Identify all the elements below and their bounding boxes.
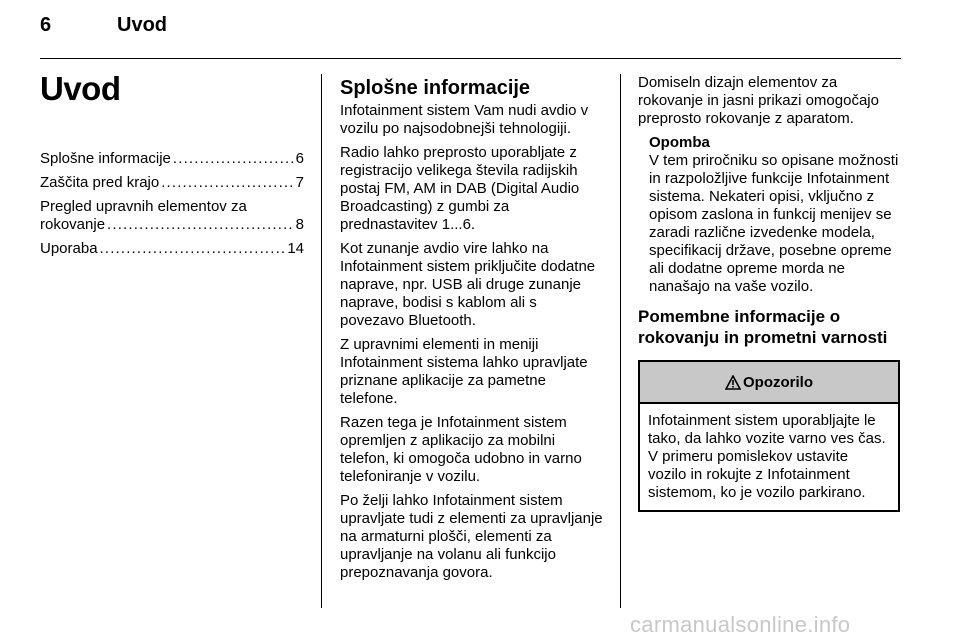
section-title-general: Splošne informacije <box>340 77 531 99</box>
note-label: Opomba <box>649 134 710 151</box>
warning-header <box>640 362 898 404</box>
toc-entry[interactable] <box>40 174 304 192</box>
warning-box <box>638 360 900 512</box>
header-rule <box>40 58 901 59</box>
toc-page-number: 6 <box>295 150 304 167</box>
toc-leader-dots <box>100 240 286 258</box>
toc-entry-line: Pregled upravnih elementov za <box>40 198 247 215</box>
toc-leader-dots <box>173 150 294 168</box>
warning-body <box>640 404 898 510</box>
toc-entry-title: rokovanje <box>40 216 106 233</box>
section-title-safety: Pomembne informacije o rokovanju in prometni varnosti <box>638 307 888 347</box>
paragraph: Infotainment sistem Vam nudi avdio v vozilu po najsodobnejši tehnologiji. <box>340 102 589 137</box>
toc-entry-title: Zaščita pred krajo <box>40 174 160 191</box>
paragraph: Kot zunanje avdio vire lahko na Infotainment sistem priključite dodatne naprave, npr. USB ali druge zunanje naprave, bodisi s kablom ali s povezavo Bluetooth. <box>340 240 596 329</box>
page-number: 6 <box>40 14 52 36</box>
chapter-title: Uvod <box>40 70 121 107</box>
warning-triangle-icon <box>725 375 741 390</box>
toc-entry-title: Uporaba <box>40 240 98 257</box>
watermark: carmanualsonline.info <box>630 612 851 637</box>
note-text: V tem priročniku so opisane možnosti in razpoložljive funkcije Infotainment sistema. Nekateri opisi, vključno z opisom zaslona in funkcij menijev se zaradi različne izvedenke modela, specifikacij države, posebne opreme ali dodatne opreme morda ne nanašajo na vaše vozilo. <box>649 152 899 295</box>
toc-leader-dots <box>107 216 294 234</box>
running-header: Uvod <box>117 14 167 36</box>
paragraph: Z upravnimi elementi in meniji Infotainment sistema lahko upravljate priznane aplikacije za pametne telefone. <box>340 336 588 407</box>
toc-entry[interactable] <box>40 240 304 258</box>
toc-entry-title: Splošne informacije <box>40 150 171 167</box>
column-3 <box>638 74 900 512</box>
paragraph-continued: Domiseln dizajn elementov za rokovanje in jasni prikazi omogočajo preprosto rokovanje z aparatom. <box>638 74 879 127</box>
toc-entry[interactable] <box>40 198 304 234</box>
table-of-contents <box>40 150 304 264</box>
paragraph: Radio lahko preprosto uporabljate z registracijo velikega števila radijskih postaj FM, AM in DAB (Digital Audio Broadcasting) z gumbi za prednastavitev 1...6. <box>340 144 580 233</box>
toc-entry[interactable] <box>40 150 304 168</box>
toc-page-number: 8 <box>295 216 304 233</box>
paragraph: Po želji lahko Infotainment sistem upravljate tudi z elementi za upravljanje na armaturni plošči, elementi za upravljanje na volanu ali funkcijo prepoznavanja govora. <box>340 492 603 581</box>
toc-page-number: 14 <box>287 240 304 257</box>
column-divider-2 <box>620 74 621 608</box>
toc-leader-dots <box>161 174 293 192</box>
note-block <box>649 134 900 296</box>
warning-label: Opozorilo <box>743 373 813 391</box>
paragraph: Razen tega je Infotainment sistem opremljen z aplikacijo za mobilni telefon, ki omogoča udobno in varno telefoniranje v vozilu. <box>340 414 582 485</box>
warning-text: Infotainment sistem uporabljajte le tako, da lahko vozite varno ves čas. V primeru pomislekov ustavite vozilo in rokujte z Infotainment sistemom, ko je vozilo parkirano. <box>648 412 886 501</box>
toc-page-number: 7 <box>295 174 304 191</box>
column-divider-1 <box>321 74 322 608</box>
column-2 <box>340 76 604 588</box>
